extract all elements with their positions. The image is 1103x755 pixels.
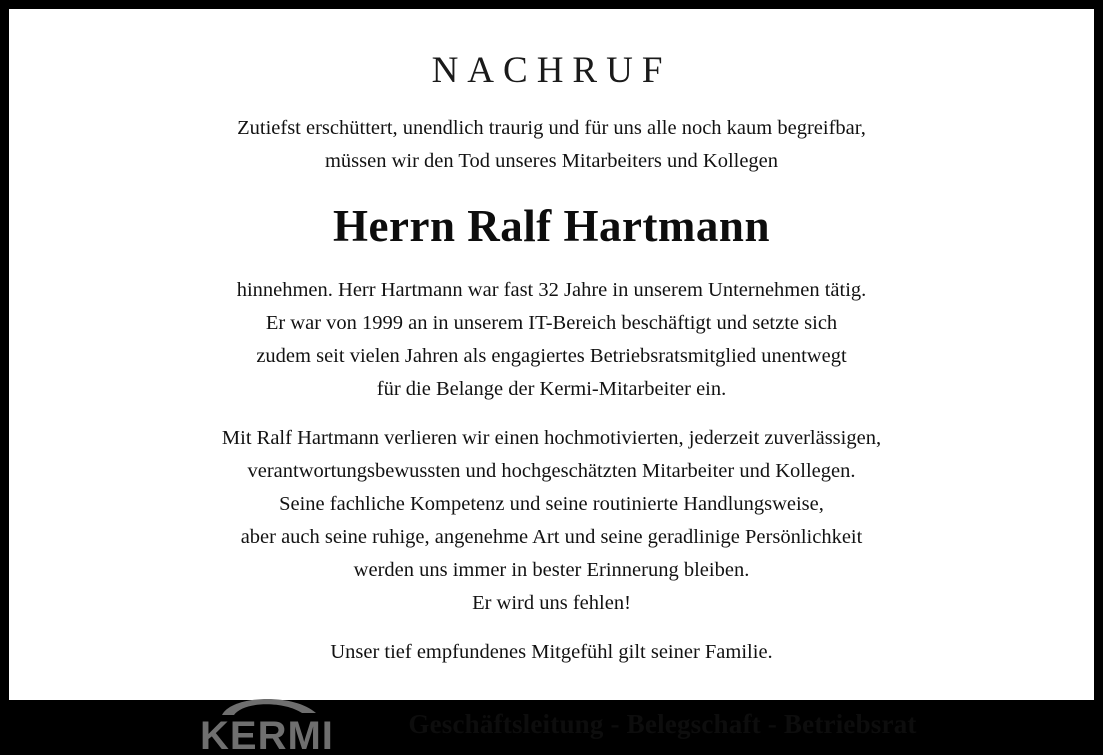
body-2-line-6: Er wird uns fehlen! xyxy=(472,592,631,614)
body-2-line-3: Seine fachliche Kompetenz und seine routinierte Handlungsweise, xyxy=(279,493,824,515)
intro-line-2: müssen wir den Tod unseres Mitarbeiters und Kollegen xyxy=(324,150,779,172)
body-1-line-3: zudem seit vielen Jahren als engagiertes Betriebsratsmitglied unentwegt xyxy=(256,345,847,367)
body-1-line-1: hinnehmen. Herr Hartmann war fast 32 Jahre in unserem Unternehmen tätig. xyxy=(236,279,867,301)
footer xyxy=(47,693,1056,755)
body-1-line-2: Er war von 1999 an in unserem IT-Bereich beschäftigt und setzte sich xyxy=(265,312,838,334)
intro-line-1: Zutiefst erschüttert, unendlich traurig und für uns alle noch kaum begreifbar, xyxy=(237,117,866,139)
body-1-line-4: für die Belange der Kermi-Mitarbeiter ein. xyxy=(376,378,727,400)
page-title: NACHRUF xyxy=(431,50,672,91)
obituary-notice-card xyxy=(9,9,1094,755)
kermi-logo xyxy=(198,693,370,755)
body-2-line-4: aber auch seine ruhige, angenehme Art und seine geradlinige Persönlichkeit xyxy=(240,526,863,548)
condolence-line: Unser tief empfundenes Mitgefühl gilt seiner Familie. xyxy=(330,641,773,663)
deceased-name: Herrn Ralf Hartmann xyxy=(333,201,770,251)
signature-line: Geschäftsleitung - Belegschaft - Betriebsrat xyxy=(408,708,917,739)
svg-text:KERMI: KERMI xyxy=(200,714,335,755)
body-2-line-2: verantwortungsbewussten und hochgeschätzten Mitarbeiter und Kollegen. xyxy=(247,460,856,482)
body-2-line-1: Mit Ralf Hartmann verlieren wir einen hochmotivierten, jederzeit zuverlässigen, xyxy=(221,427,882,449)
body-2-line-5: werden uns immer in bester Erinnerung bleiben. xyxy=(353,559,750,581)
